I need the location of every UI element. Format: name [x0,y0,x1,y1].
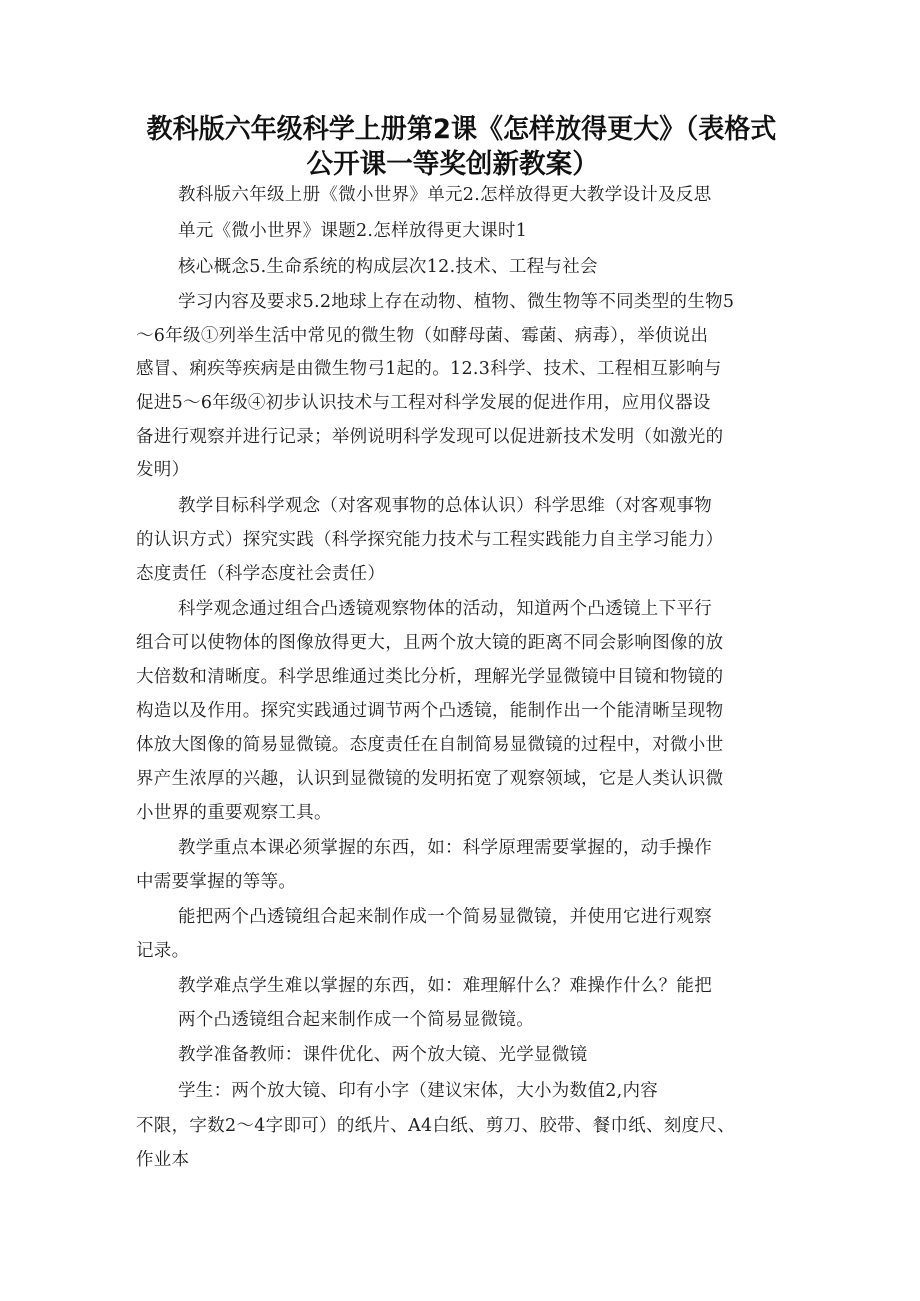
body-line: 大倍数和清晰度。科学思维通过类比分析，理解光学显微镜中目镜和物镜的 [136,667,724,687]
body-line: 组合可以使物体的图像放得更大，且两个放大镜的距离不同会影响图像的放 [136,633,724,653]
body-line: 促进5～6年级④初步认识技术与工程对科学发展的促进作用，应用仪器设 [136,393,711,413]
body-line: 态度责任（科学态度社会责任） [136,564,386,584]
body-line: 体放大图像的简易显微镜。态度责任在自制简易显微镜的过程中，对微小世 [136,735,724,755]
body-line: 发明） [136,460,190,480]
body-line: 教学重点本课必须掌握的东西，如：科学原理需要掌握的，动手操作 [178,838,712,858]
body-line: 记录。 [136,941,190,961]
body-line: 不限，字数2～4字即可）的纸片、A4白纸、剪刀、胶带、餐巾纸、刻度尺、 [136,1116,736,1136]
body-line: 学生：两个放大镜、印有小字（建议宋体，大小为数值2,内容 [178,1081,659,1101]
body-line: 的认识方式）探究实践（科学探究能力技术与工程实践能力自主学习能力） [136,530,724,550]
document-title-line-1: 教科版六年级科学上册第2课《怎样放得更大》（表格式 [146,114,777,145]
body-line: 中需要掌握的等等。 [136,872,297,892]
body-line: 小世界的重要观察工具。 [136,803,332,823]
body-line: 单元《微小世界》课题2.怎样放得更大课时1 [178,221,528,241]
body-line: 感冒、痢疾等疾病是由微生物弓1起的。12.3科学、技术、工程相互影响与 [136,359,722,379]
body-line: 科学观念通过组合凸透镜观察物体的活动，知道两个凸透镜上下平行 [178,599,712,619]
body-line: ～6年级①列举生活中常见的微生物（如酵母菌、霉菌、病毒），举侦说出 [136,326,709,346]
body-line: 备进行观察并进行记录；举例说明科学发现可以促进新技术发明（如激光的 [136,427,724,447]
body-line: 界产生浓厚的兴趣，认识到显微镜的发明拓宽了观察领域，它是人类认识微 [136,769,724,789]
body-line: 教学难点学生难以掌握的东西，如：难理解什么？难操作什么？能把 [178,976,712,996]
body-line: 构造以及作用。探究实践通过调节两个凸透镜，能制作出一个能清晰呈现物 [136,701,724,721]
body-line: 能把两个凸透镜组合起来制作成一个简易显微镜，并使用它进行观察 [178,907,712,927]
body-line: 教学准备教师：课件优化、两个放大镜、光学显微镜 [178,1045,588,1065]
body-line: 核心概念5.生命系统的构成层次12.技术、工程与社会 [178,257,598,277]
body-line: 教科版六年级上册《微小世界》单元2.怎样放得更大教学设计及反思 [178,185,712,205]
body-line: 教学目标科学观念（对客观事物的总体认识）科学思维（对客观事物 [178,496,712,516]
body-line: 作业本 [136,1150,190,1170]
body-line: 两个凸透镜组合起来制作成一个简易显微镜。 [178,1010,534,1030]
document-title-line-2: 公开课一等奖创新教案） [306,149,599,180]
body-line: 学习内容及要求5.2地球上存在动物、植物、微生物等不同类型的生物5 [178,292,735,312]
